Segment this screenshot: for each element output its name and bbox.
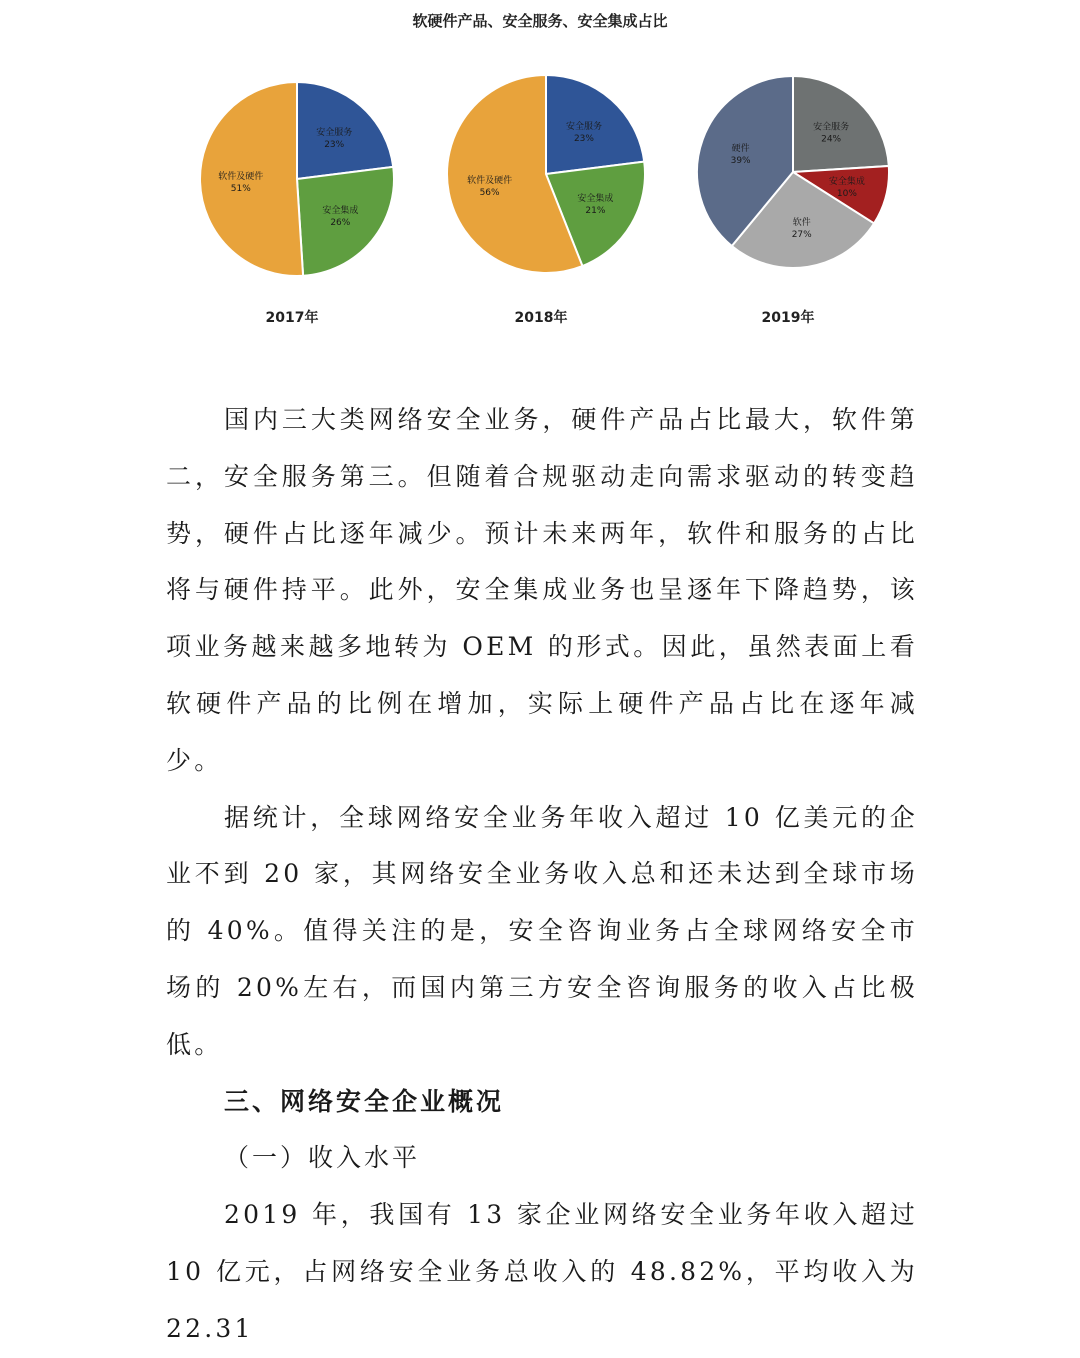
slice-value: 23%	[324, 139, 345, 150]
slice-label: 安全服务	[316, 127, 353, 138]
slice-value: 24%	[821, 134, 842, 145]
slice-value: 56%	[479, 187, 500, 198]
slice-label: 安全服务	[565, 121, 602, 132]
slice-value: 23%	[573, 133, 594, 144]
slice-label: 软件及硬件	[467, 175, 513, 186]
slice-label: 安全服务	[813, 122, 850, 133]
slice-label: 硬件	[731, 144, 750, 155]
pie-1	[200, 82, 394, 326]
slice-label: 安全集成	[577, 194, 614, 205]
pie-year-label: 2017年	[265, 310, 319, 326]
paragraph-3: 2019 年，我国有 13 家企业网络安全业务年收入超过 10 亿元，占网络安全业务总收入的 48.82%，平均收入为 22.31	[166, 1200, 918, 1343]
pie-2	[447, 75, 645, 326]
pie-3	[697, 76, 889, 326]
pie-year-label: 2019年	[761, 310, 815, 326]
article-body	[166, 392, 918, 1358]
pie-year-label: 2018年	[514, 310, 568, 326]
slice-value: 39%	[730, 156, 751, 167]
pie-charts	[0, 0, 1080, 340]
subsection-heading: （一）收入水平	[224, 1143, 421, 1173]
slice-value: 10%	[836, 188, 857, 199]
paragraph-1: 国内三大类网络安全业务，硬件产品占比最大，软件第二，安全服务第三。但随着合规驱动走向需求驱动的转变趋势，硬件占比逐年减少。预计未来两年，软件和服务的占比将与硬件持平。此外，安全集成业务也呈逐年下降趋势，该项业务越来越多地转为 OEM 的形式。因此，虽然表面上看软硬件产品的比例在增加，实际上硬件产品占比在逐年减少。	[166, 405, 918, 775]
section-heading: 三、网络安全企业概况	[224, 1086, 505, 1116]
slice-value: 51%	[230, 183, 251, 194]
slice-value: 21%	[585, 206, 606, 217]
slice-label: 安全集成	[322, 205, 359, 216]
slice-value: 27%	[791, 229, 812, 240]
slice-label: 软件	[792, 217, 811, 228]
figure-title: 软硬件产品、安全服务、安全集成占比	[412, 12, 668, 30]
slice-label: 安全集成	[828, 176, 865, 187]
pie-chart-figure	[0, 0, 1080, 340]
slice-value: 26%	[330, 217, 351, 228]
paragraph-2: 据统计，全球网络安全业务年收入超过 10 亿美元的企业不到 20 家，其网络安全业务收入总和还未达到全球市场的 40%。值得关注的是，安全咨询业务占全球网络安全市场的 20%左右，而国内第三方安全咨询服务的收入占比极低。	[166, 802, 918, 1059]
slice-label: 软件及硬件	[218, 171, 264, 182]
